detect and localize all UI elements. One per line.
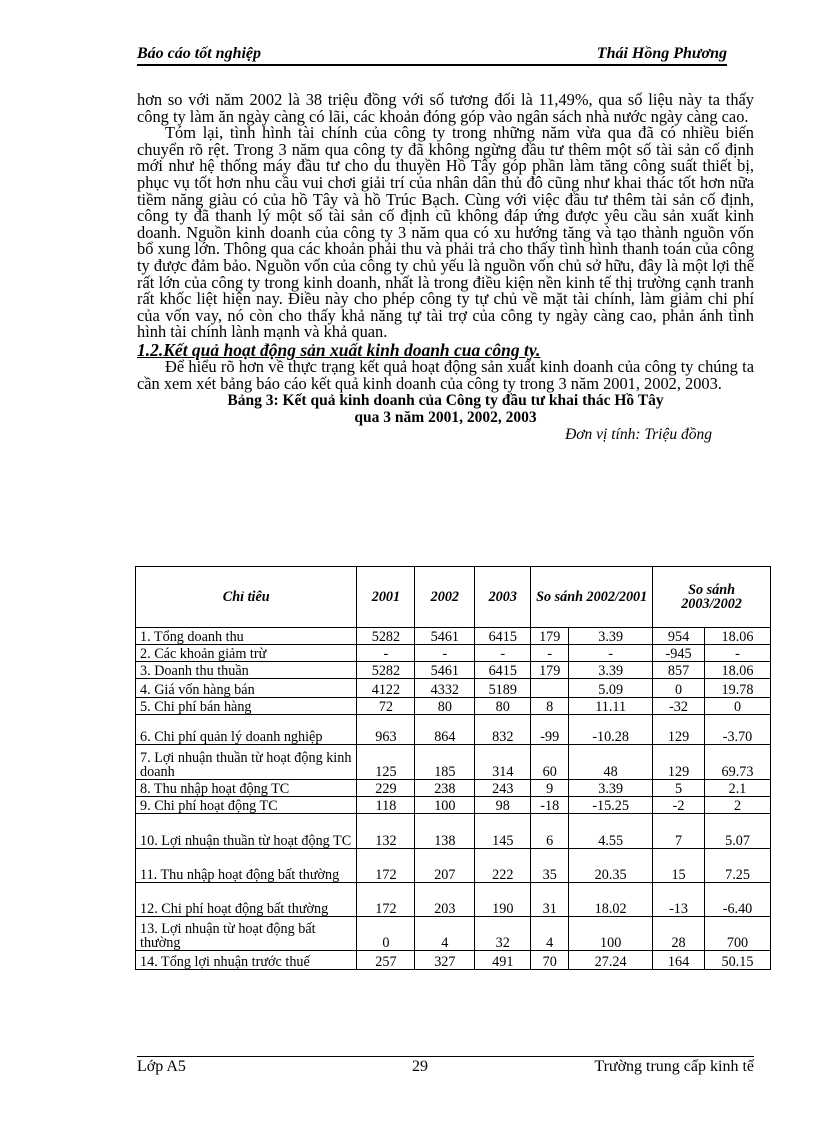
table-cell: 864 <box>415 715 475 745</box>
table-cell: 4 <box>415 917 475 951</box>
table-cell: 125 <box>357 745 415 780</box>
table-row <box>136 715 771 745</box>
table-header-row <box>136 567 771 628</box>
table-cell: 832 <box>475 715 531 745</box>
table-cell: 172 <box>357 883 415 917</box>
table-cell: 28 <box>653 917 705 951</box>
table-cell: 185 <box>415 745 475 780</box>
table-caption-sub: qua 3 năm 2001, 2002, 2003 <box>354 409 537 427</box>
col-header: 2001 <box>357 567 415 628</box>
table-cell: 48 <box>569 745 653 780</box>
table-cell: 0 <box>357 917 415 951</box>
table-cell: 31 <box>531 883 569 917</box>
table-cell: 9 <box>531 780 569 797</box>
table-cell: 27.24 <box>569 951 653 970</box>
table-cell: 118 <box>357 797 415 814</box>
table-cell: -32 <box>653 698 705 715</box>
row-label: 7. Lợi nhuận thuần từ hoạt động kinh doanh <box>136 745 357 780</box>
table-row <box>136 849 771 883</box>
table-cell: 5 <box>653 780 705 797</box>
table-cell: 5461 <box>415 662 475 679</box>
table-cell: 229 <box>357 780 415 797</box>
table-cell: 11.11 <box>569 698 653 715</box>
table-cell: 172 <box>357 849 415 883</box>
table-cell: 8 <box>531 698 569 715</box>
table-cell: - <box>705 645 771 662</box>
table-cell: - <box>569 645 653 662</box>
table-cell: 6 <box>531 814 569 849</box>
col-header: So sánh 2003/2002 <box>653 567 771 628</box>
col-header: 2003 <box>475 567 531 628</box>
table-cell: 35 <box>531 849 569 883</box>
table-cell: 5.07 <box>705 814 771 849</box>
row-label: 12. Chi phí hoạt động bất thường <box>136 883 357 917</box>
results-table <box>135 566 771 970</box>
table-cell: 5282 <box>357 628 415 645</box>
table-cell: 207 <box>415 849 475 883</box>
row-label: 9. Chi phí hoạt động TC <box>136 797 357 814</box>
table-cell: 50.15 <box>705 951 771 970</box>
section-intro: Để hiểu rõ hơn về thực trạng kết quả hoạt động sản xuất kinh doanh của công ty chúng ta cần xem xét bảng báo cáo kết quả kinh doanh của công ty trong 3 năm 2001, 2002, 2003. <box>137 356 754 393</box>
page-footer <box>137 1056 754 1077</box>
table-cell: - <box>475 645 531 662</box>
table-cell: 100 <box>415 797 475 814</box>
table-cell: - <box>357 645 415 662</box>
table-row <box>136 745 771 780</box>
table-cell: 700 <box>705 917 771 951</box>
row-label: 6. Chi phí quản lý doanh nghiệp <box>136 715 357 745</box>
col-header: Chỉ tiêu <box>136 567 357 628</box>
table-cell: 3.39 <box>569 780 653 797</box>
table-cell: 145 <box>475 814 531 849</box>
col-header: 2002 <box>415 567 475 628</box>
table-cell: 19.78 <box>705 679 771 698</box>
footer-right: Trường trung cấp kinh tế <box>594 1058 754 1075</box>
table-cell: 238 <box>415 780 475 797</box>
table-cell: 100 <box>569 917 653 951</box>
table-row <box>136 780 771 797</box>
table-cell: 20.35 <box>569 849 653 883</box>
table-cell: 60 <box>531 745 569 780</box>
col-header: So sánh 2002/2001 <box>531 567 653 628</box>
table-cell: 15 <box>653 849 705 883</box>
table-cell: 4332 <box>415 679 475 698</box>
row-label: 8. Thu nhập hoạt động TC <box>136 780 357 797</box>
header-left: Báo cáo tốt nghiệp <box>137 45 262 62</box>
table-row <box>136 698 771 715</box>
table-row <box>136 883 771 917</box>
table-cell: 190 <box>475 883 531 917</box>
table-cell <box>531 679 569 698</box>
row-label: 5. Chi phí bán hàng <box>136 698 357 715</box>
table-cell: 954 <box>653 628 705 645</box>
page-number: 29 <box>412 1058 428 1075</box>
table-cell: 4 <box>531 917 569 951</box>
table-cell: 3.39 <box>569 628 653 645</box>
row-label: 14. Tổng lợi nhuận trước thuế <box>136 951 357 970</box>
table-cell: 70 <box>531 951 569 970</box>
table-cell: 138 <box>415 814 475 849</box>
table-cell: -15.25 <box>569 797 653 814</box>
table-cell: 491 <box>475 951 531 970</box>
table-cell: 5189 <box>475 679 531 698</box>
footer-left: Lớp A5 <box>137 1058 186 1075</box>
table-cell: 132 <box>357 814 415 849</box>
table-row <box>136 797 771 814</box>
table-row <box>136 628 771 645</box>
table-cell: 129 <box>653 715 705 745</box>
row-label: 2. Các khoản giảm trừ <box>136 645 357 662</box>
table-cell: 32 <box>475 917 531 951</box>
table-cell: 80 <box>475 698 531 715</box>
table-body <box>136 628 771 970</box>
table-row <box>136 679 771 698</box>
row-label: 1. Tổng doanh thu <box>136 628 357 645</box>
table-cell: 7.25 <box>705 849 771 883</box>
table-cell: 7 <box>653 814 705 849</box>
table-cell: -99 <box>531 715 569 745</box>
table-cell: - <box>415 645 475 662</box>
unit-label: Đơn vị tính: Triệu đồng <box>565 426 712 444</box>
table-cell: 257 <box>357 951 415 970</box>
table-cell: -945 <box>653 645 705 662</box>
table-cell: 222 <box>475 849 531 883</box>
row-label: 11. Thu nhập hoạt động bất thường <box>136 849 357 883</box>
table-cell: 5461 <box>415 628 475 645</box>
table-cell: 18.02 <box>569 883 653 917</box>
table-cell: -13 <box>653 883 705 917</box>
table-cell: 80 <box>415 698 475 715</box>
table-cell: 2.1 <box>705 780 771 797</box>
table-cell: 4.55 <box>569 814 653 849</box>
table-cell: 5282 <box>357 662 415 679</box>
table-cell: -6.40 <box>705 883 771 917</box>
table-row <box>136 814 771 849</box>
table-cell: 179 <box>531 628 569 645</box>
table-cell: 243 <box>475 780 531 797</box>
table-cell: 5.09 <box>569 679 653 698</box>
table-cell: -2 <box>653 797 705 814</box>
table-cell: 72 <box>357 698 415 715</box>
page-header <box>137 44 727 66</box>
table-row <box>136 917 771 951</box>
section-title: 1.2.Kết quả hoạt động sản xuất kinh doanh cua công ty. <box>137 339 541 360</box>
row-label: 3. Doanh thu thuần <box>136 662 357 679</box>
header-right: Thái Hồng Phương <box>596 45 727 62</box>
table-cell: 314 <box>475 745 531 780</box>
table-cell: 857 <box>653 662 705 679</box>
table-cell: -10.28 <box>569 715 653 745</box>
table-cell: 4122 <box>357 679 415 698</box>
table-cell: 129 <box>653 745 705 780</box>
table-row <box>136 951 771 970</box>
document-body <box>137 92 754 443</box>
table-cell: 179 <box>531 662 569 679</box>
table-row <box>136 662 771 679</box>
row-label: 10. Lợi nhuận thuần từ hoạt động TC <box>136 814 357 849</box>
table-caption: Bảng 3: Kết quả kinh doanh của Công ty đầu tư khai thác Hồ Tây <box>227 392 664 410</box>
table-cell: 327 <box>415 951 475 970</box>
row-label: 4. Giá vốn hàng bán <box>136 679 357 698</box>
table-cell: 6415 <box>475 662 531 679</box>
table-cell: 18.06 <box>705 662 771 679</box>
table-cell: 69.73 <box>705 745 771 780</box>
table-cell: 2 <box>705 797 771 814</box>
table-cell: 98 <box>475 797 531 814</box>
table-cell: 18.06 <box>705 628 771 645</box>
table-cell: 963 <box>357 715 415 745</box>
paragraph: hơn so với năm 2002 là 38 triệu đồng với số tương đối là 11,49%, qua số liệu này ta thấy công ty làm ăn ngày càng có lãi, các khoản đóng góp vào ngân sách nhà nước ngày càng cao. <box>137 90 754 126</box>
table-row <box>136 645 771 662</box>
table-cell: 164 <box>653 951 705 970</box>
table-cell: 203 <box>415 883 475 917</box>
table-cell: -3.70 <box>705 715 771 745</box>
table-cell: - <box>531 645 569 662</box>
row-label: 13. Lợi nhuận từ hoạt động bất thường <box>136 917 357 951</box>
table-cell: 3.39 <box>569 662 653 679</box>
table-cell: 0 <box>705 698 771 715</box>
paragraph: Tóm lại, tình hình tài chính của công ty trong những năm vừa qua đã có nhiều biến chuyển rõ rệt. Trong 3 năm qua công ty đã không ngừng đầu tư thêm một số tài sản cố định mới như hệ thống máy đầu tư cho du thuyền Hồ Tây góp phần làm tăng công suất thiết bị, phục vụ tốt hơn nhu cầu vui chơi giải trí của nhân dân thủ đô cũng như khai thác tốt hơn nữa tiềm năng giàu có của hồ Tây và hồ Trúc Bạch. Cùng với việc đầu tư thêm tài sản cố định, công ty đã thanh lý một số tài sản cố định cũ không đáp ứng được yêu cầu sản xuất kinh doanh. Nguồn kinh doanh của công ty 3 năm qua có xu hướng tăng và tạo thành nguồn vốn bổ xung lớn. Thông qua các khoản phải thu và phải trả cho thấy tình hình thanh toán của công ty được đảm bảo. Nguồn vốn của công ty chủ yếu là nguồn vốn chủ sở hữu, đây là một lợi thế rất lớn của công ty trong kinh doanh, nhất là trong điều kiện nền kinh tế thị trường cạnh tranh rất khốc liệt hiện nay. Điều này cho phép công ty tự chủ về mặt tài chính, làm giảm chi phí của vốn vay, nó còn cho thấy khả năng tự tài trợ của công ty ngày càng cao, phản ánh tình hình tài chính lành mạnh và khả quan. <box>137 123 754 342</box>
table-cell: 6415 <box>475 628 531 645</box>
table-cell: -18 <box>531 797 569 814</box>
table-cell: 0 <box>653 679 705 698</box>
